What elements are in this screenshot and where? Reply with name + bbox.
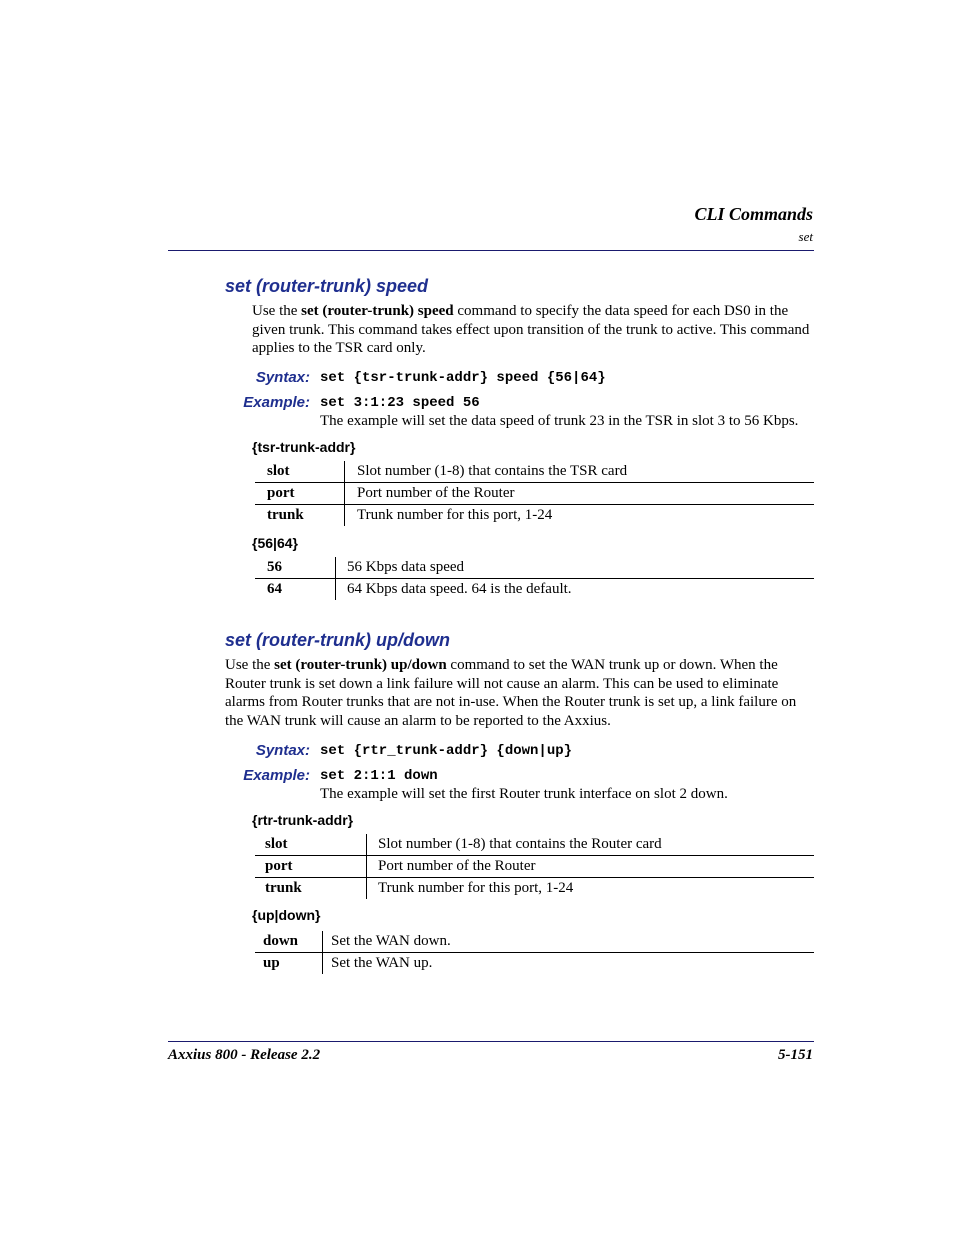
syntax-text: set {tsr-trunk-addr} speed {56|64} [320, 370, 606, 386]
syntax-label: Syntax: [255, 369, 310, 386]
param-value: 64 Kbps data speed. 64 is the default. [336, 579, 815, 601]
table-row [255, 878, 814, 900]
param-key: 56 [255, 557, 336, 579]
param-value: Port number of the Router [367, 856, 815, 878]
param-value: 56 Kbps data speed [347, 559, 465, 575]
param-table-updown-values [255, 931, 814, 974]
table-row [255, 579, 814, 601]
running-header-subtitle: set [798, 229, 813, 244]
table-row [255, 483, 814, 505]
header-rule [168, 250, 814, 251]
param-value: Port number of the Router [345, 483, 815, 505]
param-value: Trunk number for this port, 1-24 [345, 505, 815, 527]
param-value: Set the WAN up. [323, 953, 815, 975]
example-description: The example will set the data speed of trunk 23 in the TSR in slot 3 to 56 Kbps. [320, 413, 799, 429]
param-value: Slot number (1-8) that contains the Router card [378, 836, 662, 852]
param-value: Trunk number for this port, 1-24 [367, 878, 815, 900]
param-table-tsr-trunk-addr [255, 461, 814, 526]
example-label: Example: [243, 767, 310, 784]
param-key: port [255, 483, 345, 505]
table-row [255, 931, 814, 953]
param-table-speed-values [255, 557, 814, 600]
param-value: Slot number (1-8) that contains the TSR card [357, 463, 628, 479]
syntax-text: set {rtr_trunk-addr} {down|up} [320, 743, 573, 759]
param-heading-rtr-trunk-addr: {rtr-trunk-addr} [252, 812, 354, 828]
param-key: trunk [255, 878, 367, 900]
param-key: port [255, 856, 367, 878]
command-name: set (router-trunk) up/down [274, 657, 447, 673]
syntax-label: Syntax: [255, 742, 310, 759]
param-value: Set the WAN down. [331, 933, 451, 949]
table-row [255, 505, 814, 527]
param-heading-updown-values: {up|down} [252, 907, 321, 923]
command-name: set (router-trunk) speed [301, 303, 454, 319]
param-key: slot [255, 834, 367, 856]
param-heading-speed-values: {56|64} [252, 535, 298, 551]
footer-rule [168, 1041, 814, 1042]
section-title-updown: set (router-trunk) up/down [225, 630, 450, 650]
intro-paragraph-updown: Use the set (router-trunk) up/down command to set the WAN trunk up or down. When the Router trunk is set down a link failure will not cause an alarm. This can be used to eliminate alarms from Router trunks that are not in-use. When the Router trunk is set up, a link failure on the WAN trunk will cause an alarm to be reported to the Axxius. [225, 657, 797, 729]
example-text: set 3:1:23 speed 56 [320, 395, 480, 411]
running-header-title: CLI Commands [694, 204, 813, 224]
param-heading-tsr-trunk-addr: {tsr-trunk-addr} [252, 439, 356, 455]
table-row [255, 834, 814, 856]
table-row [255, 856, 814, 878]
param-table-rtr-trunk-addr [255, 834, 814, 899]
section-title-speed: set (router-trunk) speed [225, 276, 429, 296]
intro-paragraph-speed: Use the set (router-trunk) speed command to specify the data speed for each DS0 in the given trunk. This command takes effect upon transition of the trunk to active. This command applies to the TSR card only. [252, 303, 810, 357]
param-key: trunk [255, 505, 345, 527]
table-row [255, 557, 814, 579]
param-key: 64 [255, 579, 336, 601]
example-text: set 2:1:1 down [320, 768, 438, 784]
page-number: 5-151 [778, 1047, 813, 1063]
example-description: The example will set the first Router trunk interface on slot 2 down. [320, 786, 728, 802]
footer-doc-title: Axxius 800 - Release 2.2 [168, 1047, 321, 1063]
param-key: down [255, 931, 323, 953]
example-label: Example: [243, 394, 310, 411]
table-row [255, 953, 814, 975]
param-key: up [255, 953, 323, 975]
table-row [255, 461, 814, 483]
param-key: slot [255, 461, 345, 483]
